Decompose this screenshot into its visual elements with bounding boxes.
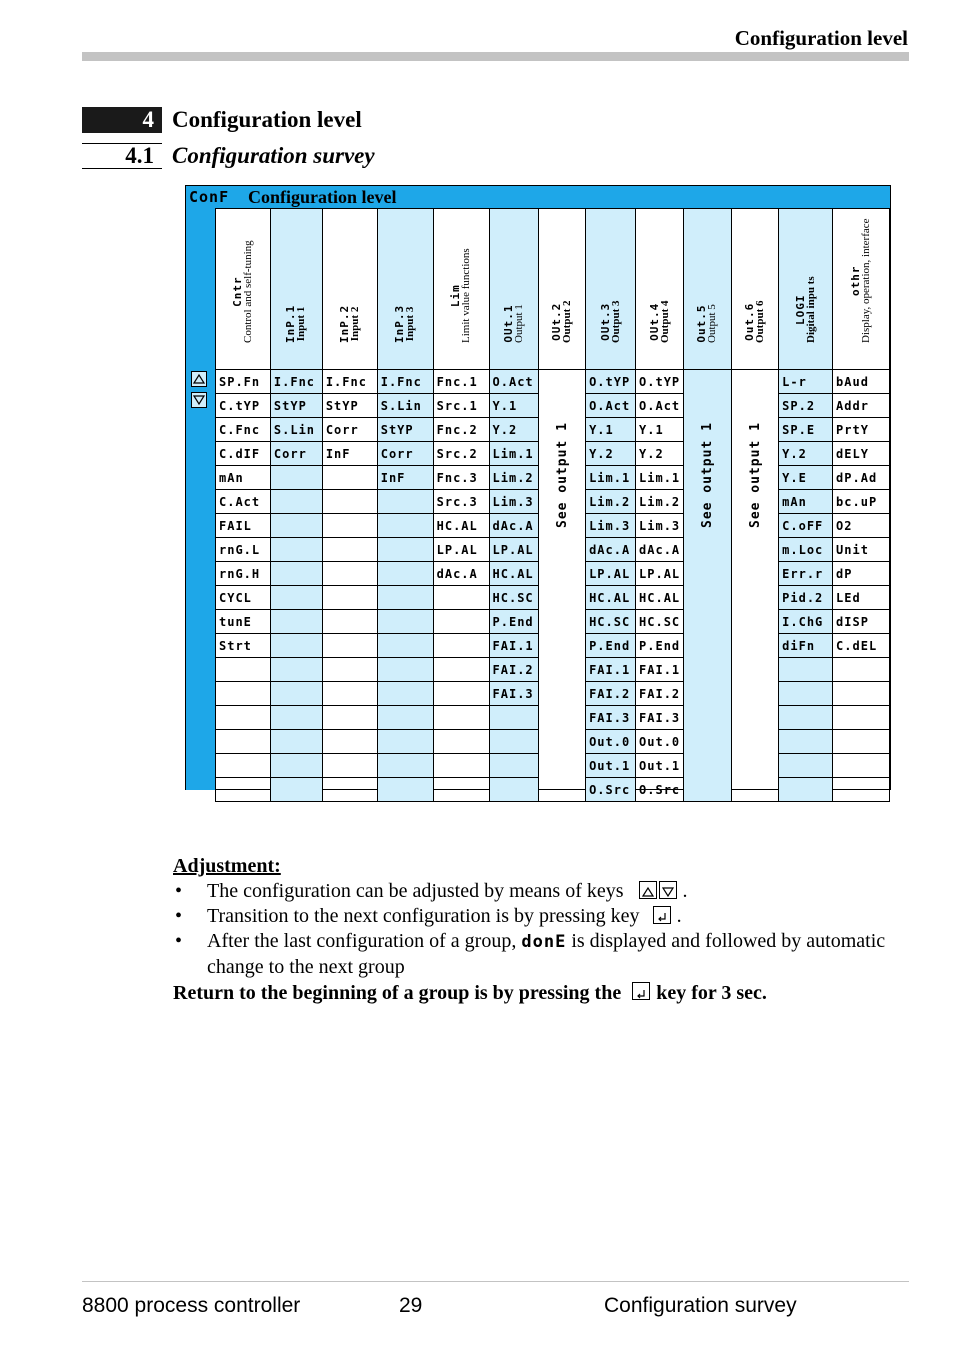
parameter-cell: SP.2 bbox=[779, 394, 833, 418]
parameter-cell bbox=[270, 490, 322, 514]
parameter-cell bbox=[779, 658, 833, 682]
parameter-cell: O.Act bbox=[636, 394, 684, 418]
column-header bbox=[377, 209, 433, 370]
parameter-cell: Fnc.3 bbox=[433, 466, 489, 490]
parameter-cell: Out.1 bbox=[636, 754, 684, 778]
parameter-cell: FAI.1 bbox=[586, 658, 636, 682]
parameter-cell: bc.uP bbox=[833, 490, 890, 514]
parameter-cell: P.End bbox=[489, 610, 539, 634]
parameter-cell: LP.AL bbox=[489, 538, 539, 562]
parameter-cell: CYCL bbox=[216, 586, 271, 610]
parameter-cell: Lim.3 bbox=[636, 514, 684, 538]
parameter-cell: HC.AL bbox=[489, 562, 539, 586]
column-header bbox=[731, 209, 779, 370]
parameter-cell bbox=[833, 682, 890, 706]
parameter-cell: Lim.1 bbox=[636, 466, 684, 490]
column-code: InP.1 bbox=[284, 304, 298, 343]
parameter-cell: Lim.1 bbox=[489, 442, 539, 466]
column-description: Control and self-tuning bbox=[241, 240, 254, 343]
enter-key-icon bbox=[653, 906, 671, 924]
bullet-end: . bbox=[682, 880, 688, 902]
parameter-cell bbox=[489, 778, 539, 802]
column-header-label bbox=[649, 301, 671, 344]
parameter-cell: Lim.3 bbox=[586, 514, 636, 538]
parameter-cell: Y.2 bbox=[586, 442, 636, 466]
parameter-cell bbox=[433, 658, 489, 682]
column-code: Cntr bbox=[230, 276, 244, 307]
bullet-end: . bbox=[676, 905, 682, 927]
column-description: Input 3 bbox=[404, 306, 417, 342]
conf-code: ConF bbox=[189, 188, 230, 206]
parameter-cell bbox=[270, 562, 322, 586]
return-text: Return to the beginning of a group is by pressing the bbox=[173, 982, 622, 1004]
return-instruction bbox=[173, 980, 893, 1006]
parameter-cell bbox=[270, 610, 322, 634]
column-description: Output 6 bbox=[753, 300, 766, 343]
column-header-label bbox=[394, 305, 416, 343]
bullet-text: The configuration can be adjusted by means of keys bbox=[207, 880, 624, 902]
parameter-grid bbox=[215, 208, 890, 802]
section-number: 4 bbox=[82, 107, 162, 133]
column-description: Output 3 bbox=[609, 300, 622, 343]
return-end: key for 3 sec. bbox=[656, 982, 767, 1004]
down-key-icon bbox=[191, 392, 207, 408]
footer-rule bbox=[82, 1281, 909, 1282]
down-key-icon bbox=[659, 881, 677, 899]
parameter-cell bbox=[216, 706, 271, 730]
footer-product: 8800 process controller bbox=[82, 1294, 301, 1317]
parameter-cell: Fnc.2 bbox=[433, 418, 489, 442]
column-description: Input 1 bbox=[295, 306, 308, 342]
column-header-label bbox=[551, 301, 573, 344]
parameter-cell: Y.2 bbox=[779, 442, 833, 466]
parameter-cell: Pid.2 bbox=[779, 586, 833, 610]
column-header-label bbox=[744, 301, 766, 344]
parameter-cell bbox=[377, 586, 433, 610]
parameter-cell bbox=[270, 706, 322, 730]
column-header-label bbox=[285, 305, 307, 343]
column-header bbox=[779, 209, 833, 370]
parameter-cell bbox=[489, 706, 539, 730]
parameter-cell bbox=[833, 754, 890, 778]
column-code: InP.3 bbox=[393, 304, 407, 343]
parameter-cell: FAI.2 bbox=[489, 658, 539, 682]
parameter-cell: Lim.2 bbox=[489, 466, 539, 490]
parameter-cell: P.End bbox=[586, 634, 636, 658]
parameter-cell bbox=[779, 682, 833, 706]
parameter-cell: C.dIF bbox=[216, 442, 271, 466]
parameter-cell: FAI.2 bbox=[636, 682, 684, 706]
parameter-cell bbox=[270, 658, 322, 682]
parameter-cell bbox=[433, 754, 489, 778]
parameter-cell: Strt bbox=[216, 634, 271, 658]
parameter-cell: L-r bbox=[779, 370, 833, 394]
parameter-cell: I.Fnc bbox=[377, 370, 433, 394]
footer-page-number: 29 bbox=[399, 1294, 423, 1317]
parameter-cell: HC.SC bbox=[586, 610, 636, 634]
parameter-cell: HC.SC bbox=[636, 610, 684, 634]
column-code: Out.5 bbox=[695, 304, 709, 343]
parameter-cell: rnG.L bbox=[216, 538, 271, 562]
parameter-cell: Y.1 bbox=[586, 418, 636, 442]
parameter-cell bbox=[216, 658, 271, 682]
parameter-cell: SP.Fn bbox=[216, 370, 271, 394]
column-code: OUt.3 bbox=[598, 302, 612, 341]
parameter-cell: SP.E bbox=[779, 418, 833, 442]
adjustment-bullet bbox=[173, 904, 893, 929]
section-title: Configuration level bbox=[172, 107, 362, 132]
parameter-cell: O2 bbox=[833, 514, 890, 538]
parameter-cell bbox=[270, 778, 322, 802]
parameter-cell: S.Lin bbox=[270, 418, 322, 442]
column-description: Output 5 bbox=[706, 304, 719, 343]
conf-table-header bbox=[186, 186, 890, 209]
parameter-cell: Src.1 bbox=[433, 394, 489, 418]
footer-section: Configuration survey bbox=[604, 1294, 797, 1317]
parameter-cell: I.Fnc bbox=[322, 370, 377, 394]
column-header bbox=[636, 209, 684, 370]
parameter-cell bbox=[216, 730, 271, 754]
parameter-cell: Corr bbox=[377, 442, 433, 466]
parameter-cell bbox=[489, 754, 539, 778]
parameter-cell: FAI.2 bbox=[586, 682, 636, 706]
parameter-cell: I.Fnc bbox=[270, 370, 322, 394]
parameter-cell: FAI.3 bbox=[636, 706, 684, 730]
up-key-icon bbox=[191, 371, 207, 387]
section-title: Configuration survey bbox=[172, 143, 375, 168]
parameter-cell bbox=[322, 682, 377, 706]
column-description: Display, operation, interface bbox=[860, 218, 873, 343]
parameter-cell: Y.2 bbox=[489, 418, 539, 442]
parameter-cell bbox=[377, 610, 433, 634]
column-header bbox=[586, 209, 636, 370]
parameter-cell: LP.AL bbox=[586, 562, 636, 586]
parameter-cell: dP bbox=[833, 562, 890, 586]
column-header bbox=[539, 209, 586, 370]
parameter-cell: HC.AL bbox=[433, 514, 489, 538]
running-header-title: Configuration level bbox=[734, 26, 908, 50]
parameter-cell: Out.0 bbox=[636, 730, 684, 754]
column-header bbox=[216, 209, 271, 370]
parameter-cell: InF bbox=[322, 442, 377, 466]
parameter-cell: StYP bbox=[322, 394, 377, 418]
parameter-cell: Lim.1 bbox=[586, 466, 636, 490]
conf-title: Configuration level bbox=[248, 187, 397, 207]
parameter-cell bbox=[731, 370, 779, 802]
column-header-label bbox=[503, 304, 525, 343]
column-code: Lim bbox=[449, 284, 463, 308]
parameter-cell bbox=[322, 778, 377, 802]
parameter-cell: dELY bbox=[833, 442, 890, 466]
column-description: Output 1 bbox=[512, 304, 525, 343]
parameter-cell: O.Act bbox=[489, 370, 539, 394]
parameter-cell: Lim.2 bbox=[636, 490, 684, 514]
parameter-cell: Src.2 bbox=[433, 442, 489, 466]
parameter-cell: dAc.A bbox=[586, 538, 636, 562]
parameter-cell: StYP bbox=[270, 394, 322, 418]
configuration-survey-table bbox=[185, 185, 891, 797]
parameter-cell: Unit bbox=[833, 538, 890, 562]
enter-key-icon bbox=[632, 982, 650, 1000]
column-code: OUt.2 bbox=[550, 302, 564, 341]
column-code: Out.6 bbox=[742, 302, 756, 341]
parameter-cell bbox=[270, 538, 322, 562]
parameter-cell bbox=[433, 730, 489, 754]
parameter-cell: FAIL bbox=[216, 514, 271, 538]
parameter-cell bbox=[779, 730, 833, 754]
parameter-cell: LP.AL bbox=[433, 538, 489, 562]
header-rule bbox=[82, 52, 909, 61]
parameter-cell: Addr bbox=[833, 394, 890, 418]
parameter-cell: bAud bbox=[833, 370, 890, 394]
adjustment-bullet bbox=[173, 879, 893, 904]
parameter-cell: rnG.H bbox=[216, 562, 271, 586]
parameter-cell: S.Lin bbox=[377, 394, 433, 418]
parameter-cell bbox=[322, 754, 377, 778]
parameter-cell bbox=[377, 634, 433, 658]
parameter-cell bbox=[833, 778, 890, 802]
parameter-cell: m.Loc bbox=[779, 538, 833, 562]
parameter-cell bbox=[322, 562, 377, 586]
parameter-cell bbox=[377, 562, 433, 586]
parameter-cell bbox=[322, 730, 377, 754]
adjustment-title: Adjustment: bbox=[173, 855, 281, 877]
column-code: LOGI bbox=[793, 294, 807, 325]
parameter-cell: mAn bbox=[216, 466, 271, 490]
parameter-cell: tunE bbox=[216, 610, 271, 634]
parameter-cell bbox=[433, 610, 489, 634]
column-header-label bbox=[696, 304, 718, 343]
parameter-cell: Err.r bbox=[779, 562, 833, 586]
parameter-cell: LEd bbox=[833, 586, 890, 610]
parameter-cell bbox=[779, 778, 833, 802]
parameter-cell: FAI.3 bbox=[489, 682, 539, 706]
see-output-note: See output 1 bbox=[699, 422, 715, 528]
parameter-cell: PrtY bbox=[833, 418, 890, 442]
parameter-cell: Out.1 bbox=[586, 754, 636, 778]
column-header bbox=[489, 209, 539, 370]
parameter-cell: C.Fnc bbox=[216, 418, 271, 442]
column-description: Limit value functions bbox=[460, 248, 473, 343]
bullet-text: After the last configuration of a group, bbox=[207, 930, 517, 952]
column-header bbox=[433, 209, 489, 370]
parameter-cell bbox=[322, 490, 377, 514]
parameter-cell: Y.E bbox=[779, 466, 833, 490]
parameter-cell: dP.Ad bbox=[833, 466, 890, 490]
parameter-cell bbox=[433, 682, 489, 706]
parameter-cell bbox=[216, 682, 271, 706]
parameter-cell bbox=[322, 634, 377, 658]
section-heading-4-1 bbox=[82, 143, 902, 169]
parameter-cell: P.End bbox=[636, 634, 684, 658]
parameter-cell bbox=[270, 634, 322, 658]
parameter-cell bbox=[377, 658, 433, 682]
parameter-cell: O.tYP bbox=[586, 370, 636, 394]
parameter-cell: Lim.3 bbox=[489, 490, 539, 514]
parameter-cell: mAn bbox=[779, 490, 833, 514]
parameter-cell: StYP bbox=[377, 418, 433, 442]
column-header-label bbox=[795, 276, 817, 343]
column-header bbox=[322, 209, 377, 370]
parameter-cell bbox=[377, 682, 433, 706]
parameter-cell: Fnc.1 bbox=[433, 370, 489, 394]
parameter-cell bbox=[216, 778, 271, 802]
column-header-label bbox=[850, 218, 872, 343]
column-code: InP.2 bbox=[337, 304, 351, 343]
bullet-end: is displayed and followed by automatic change to the next group bbox=[207, 930, 886, 978]
column-header-label bbox=[450, 248, 472, 343]
parameter-cell: O.Act bbox=[586, 394, 636, 418]
parameter-cell: HC.AL bbox=[636, 586, 684, 610]
parameter-cell bbox=[322, 610, 377, 634]
see-output-note: See output 1 bbox=[555, 422, 571, 528]
column-header bbox=[683, 209, 731, 370]
column-header-label bbox=[600, 301, 622, 344]
parameter-cell bbox=[270, 586, 322, 610]
column-header-label bbox=[232, 240, 254, 343]
parameter-cell: FAI.1 bbox=[489, 634, 539, 658]
parameter-cell bbox=[377, 490, 433, 514]
parameter-cell: O.Src bbox=[586, 778, 636, 802]
see-output-note: See output 1 bbox=[747, 422, 763, 528]
parameter-cell: C.Act bbox=[216, 490, 271, 514]
bullet-text: Transition to the next configuration is by pressing key bbox=[207, 905, 640, 927]
parameter-cell bbox=[833, 706, 890, 730]
parameter-cell bbox=[322, 706, 377, 730]
parameter-cell bbox=[322, 586, 377, 610]
parameter-cell bbox=[433, 778, 489, 802]
parameter-cell bbox=[270, 730, 322, 754]
navigation-strip bbox=[186, 208, 216, 790]
parameter-cell bbox=[377, 706, 433, 730]
parameter-cell bbox=[683, 370, 731, 802]
parameter-cell bbox=[322, 514, 377, 538]
parameter-cell bbox=[270, 466, 322, 490]
column-header-label bbox=[339, 305, 361, 343]
parameter-cell: O.Src bbox=[636, 778, 684, 802]
parameter-cell: Y.2 bbox=[636, 442, 684, 466]
parameter-cell bbox=[216, 754, 271, 778]
parameter-cell bbox=[433, 586, 489, 610]
column-description: Output 4 bbox=[658, 300, 671, 343]
parameter-cell: C.tYP bbox=[216, 394, 271, 418]
section-number: 4.1 bbox=[82, 143, 162, 169]
parameter-cell: FAI.1 bbox=[636, 658, 684, 682]
adjustment-bullet bbox=[173, 929, 893, 980]
adjustment-instructions bbox=[173, 855, 893, 1006]
parameter-cell: InF bbox=[377, 466, 433, 490]
parameter-cell: I.ChG bbox=[779, 610, 833, 634]
column-description: Input 2 bbox=[348, 306, 361, 342]
column-description: Output 2 bbox=[561, 300, 574, 343]
parameter-cell bbox=[779, 754, 833, 778]
parameter-cell: LP.AL bbox=[636, 562, 684, 586]
parameter-cell bbox=[377, 538, 433, 562]
parameter-cell bbox=[270, 682, 322, 706]
parameter-cell bbox=[270, 514, 322, 538]
parameter-cell bbox=[833, 658, 890, 682]
parameter-cell bbox=[377, 754, 433, 778]
parameter-cell: HC.SC bbox=[489, 586, 539, 610]
up-key-icon bbox=[639, 881, 657, 899]
parameter-cell: dISP bbox=[833, 610, 890, 634]
table-row bbox=[216, 370, 890, 394]
column-header bbox=[270, 209, 322, 370]
parameter-cell bbox=[833, 730, 890, 754]
parameter-cell: Corr bbox=[270, 442, 322, 466]
parameter-cell bbox=[433, 634, 489, 658]
parameter-cell: dAc.A bbox=[433, 562, 489, 586]
parameter-cell: C.dEL bbox=[833, 634, 890, 658]
parameter-cell: HC.AL bbox=[586, 586, 636, 610]
column-code: othr bbox=[849, 265, 863, 296]
column-code: OUt.1 bbox=[501, 304, 515, 343]
parameter-cell: O.tYP bbox=[636, 370, 684, 394]
column-code: OUt.4 bbox=[647, 302, 661, 341]
parameter-cell: diFn bbox=[779, 634, 833, 658]
parameter-cell bbox=[322, 466, 377, 490]
done-display-code: donE bbox=[521, 932, 567, 952]
parameter-cell bbox=[270, 754, 322, 778]
parameter-cell bbox=[539, 370, 586, 802]
parameter-cell: Lim.2 bbox=[586, 490, 636, 514]
parameter-cell bbox=[377, 730, 433, 754]
parameter-cell bbox=[322, 538, 377, 562]
parameter-cell bbox=[322, 658, 377, 682]
parameter-cell bbox=[779, 706, 833, 730]
parameter-cell: FAI.3 bbox=[586, 706, 636, 730]
parameter-cell: Corr bbox=[322, 418, 377, 442]
parameter-cell bbox=[377, 778, 433, 802]
parameter-cell bbox=[377, 514, 433, 538]
parameter-cell bbox=[433, 706, 489, 730]
parameter-cell: Y.1 bbox=[636, 418, 684, 442]
parameter-cell: dAc.A bbox=[489, 514, 539, 538]
parameter-cell: Src.3 bbox=[433, 490, 489, 514]
parameter-cell: Out.0 bbox=[586, 730, 636, 754]
parameter-cell: C.oFF bbox=[779, 514, 833, 538]
section-heading-4 bbox=[82, 107, 902, 133]
parameter-cell: Y.1 bbox=[489, 394, 539, 418]
parameter-cell: dAc.A bbox=[636, 538, 684, 562]
parameter-cell bbox=[489, 730, 539, 754]
column-description: Digital inpu ts bbox=[804, 276, 817, 343]
column-header bbox=[833, 209, 890, 370]
